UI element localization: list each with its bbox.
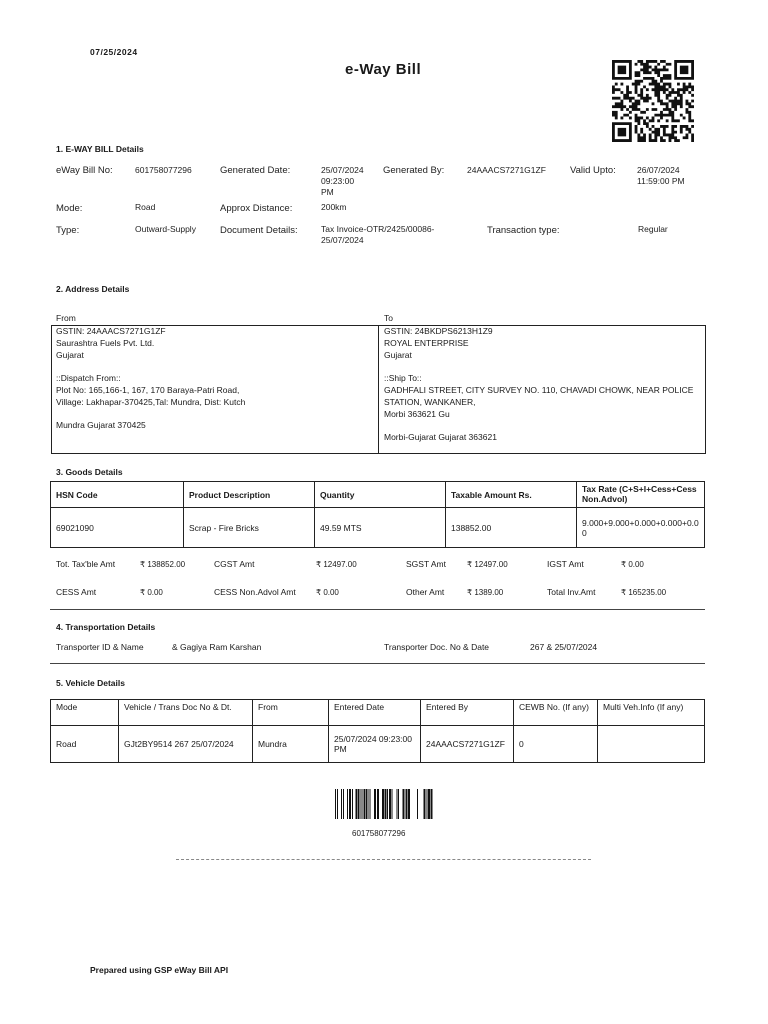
vehicle-table: [50, 699, 705, 763]
goods-hsn: 69021090: [51, 508, 184, 548]
gen-by-label: Generated By:: [383, 165, 445, 176]
goods-header-product: Product Description: [184, 482, 315, 508]
qr-code-icon: [612, 60, 694, 142]
goods-taxable: 138852.00: [446, 508, 577, 548]
vehicle-entered-by: 24AAACS7271G1ZF: [421, 726, 514, 763]
cess-value: ₹ 0.00: [140, 588, 163, 597]
divider: [50, 609, 705, 610]
vehicle-from: Mundra: [253, 726, 329, 763]
goods-table: [50, 481, 705, 548]
goods-taxrate: 9.000+9.000+0.000+0.000+0.00: [577, 508, 705, 548]
distance-value: 200km: [321, 202, 347, 212]
goods-header-taxrate: Tax Rate (C+S+I+Cess+Cess Non.Advol): [577, 482, 705, 508]
igst-label: IGST Amt: [547, 559, 584, 569]
to-address: GSTIN: 24BKDPS6213H1Z9 ROYAL ENTERPRISE Gujarat ::Ship To:: GADHFALI STREET, CITY SURVEY NO. 110, CHAVADI CHOWK, NEAR POLICE STATION, WANKANER, Morbi 363621 Gu Morbi-Gujarat Gujarat 363621: [384, 326, 694, 443]
section3-heading: 3. Goods Details: [56, 467, 123, 477]
section2-heading: 2. Address Details: [56, 284, 130, 294]
tot-taxable-label: Tot. Tax'ble Amt: [56, 559, 116, 569]
vehicle-entered-date: 25/07/2024 09:23:00 PM: [329, 726, 421, 763]
vehicle-mode: Road: [51, 726, 119, 763]
gen-date-value: 25/07/2024 09:23:00 PM: [321, 165, 364, 197]
total-inv-label: Total Inv.Amt: [547, 587, 596, 597]
valid-upto-value: 26/07/2024 11:59:00 PM: [637, 165, 685, 186]
goods-header-hsn: HSN Code: [51, 482, 184, 508]
cgst-value: ₹ 12497.00: [316, 560, 357, 569]
cess-label: CESS Amt: [56, 587, 97, 597]
vehicle-cewb: 0: [514, 726, 598, 763]
vehicle-number: GJt2BY9514 267 25/07/2024: [119, 726, 253, 763]
txn-type-value: Regular: [638, 224, 668, 234]
vehicle-header-from: From: [253, 700, 329, 726]
divider: [50, 663, 705, 664]
sgst-label: SGST Amt: [406, 559, 446, 569]
vehicle-header-entered-by: Entered By: [421, 700, 514, 726]
mode-label: Mode:: [56, 203, 83, 214]
other-amt-label: Other Amt: [406, 587, 445, 597]
cgst-label: CGST Amt: [214, 559, 255, 569]
type-value: Outward-Supply: [135, 224, 196, 234]
transporter-id-label: Transporter ID & Name: [56, 642, 144, 652]
from-label: From: [56, 313, 76, 323]
sgst-value: ₹ 12497.00: [467, 560, 508, 569]
table-row: [51, 508, 705, 548]
footer-text: Prepared using GSP eWay Bill API: [90, 965, 229, 975]
eway-no-value: 601758077296: [135, 165, 192, 175]
gen-date-label: Generated Date:: [220, 165, 291, 176]
eway-no-label: eWay Bill No:: [56, 165, 113, 176]
goods-header-quantity: Quantity: [315, 482, 446, 508]
vehicle-header-entered-date: Entered Date: [329, 700, 421, 726]
distance-label: Approx Distance:: [220, 203, 293, 214]
vehicle-header-vehicle: Vehicle / Trans Doc No & Dt.: [119, 700, 253, 726]
goods-header-taxable: Taxable Amount Rs.: [446, 482, 577, 508]
total-inv-value: ₹ 165235.00: [621, 588, 667, 597]
goods-product: Scrap - Fire Bricks: [184, 508, 315, 548]
tot-taxable-value: ₹ 138852.00: [140, 560, 186, 569]
cess-nonadvol-label: CESS Non.Advol Amt: [214, 587, 296, 597]
transporter-doc-value: 267 & 25/07/2024: [530, 642, 598, 652]
mode-value: Road: [135, 202, 156, 212]
other-amt-value: ₹ 1389.00: [467, 588, 504, 597]
page-title: e-Way Bill: [345, 61, 422, 78]
to-label: To: [384, 313, 393, 323]
txn-type-label: Transaction type:: [487, 225, 560, 236]
print-date: 07/25/2024: [90, 47, 138, 57]
from-address: GSTIN: 24AAACS7271G1ZF Saurashtra Fuels Pvt. Ltd. Gujarat ::Dispatch From:: Plot No: 165,166-1, 167, 170 Baraya-Patri Road, Village: Lakhapar-370425,Tal: Mundra, Dist: Kutch Mundra Gujarat 370425: [56, 326, 246, 431]
type-label: Type:: [56, 225, 80, 236]
valid-upto-label: Valid Upto:: [570, 165, 616, 176]
cess-nonadvol-value: ₹ 0.00: [316, 588, 339, 597]
goods-quantity: 49.59 MTS: [315, 508, 446, 548]
vehicle-header-mode: Mode: [51, 700, 119, 726]
igst-value: ₹ 0.00: [621, 560, 644, 569]
dashed-divider: [176, 859, 591, 860]
doc-details-value: Tax Invoice-OTR/2425/00086- 25/07/2024: [321, 224, 435, 245]
vehicle-header-multi: Multi Veh.Info (If any): [598, 700, 705, 726]
transporter-id-value: & Gagiya Ram Karshan: [172, 642, 262, 652]
doc-details-label: Document Details:: [220, 225, 298, 236]
barcode-number: 601758077296: [352, 829, 406, 838]
table-row: [51, 726, 705, 763]
section4-heading: 4. Transportation Details: [56, 622, 156, 632]
gen-by-value: 24AAACS7271G1ZF: [467, 165, 546, 175]
vehicle-multi-info: [598, 726, 705, 763]
vehicle-header-cewb: CEWB No. (If any): [514, 700, 598, 726]
transporter-doc-label: Transporter Doc. No & Date: [384, 642, 490, 652]
section5-heading: 5. Vehicle Details: [56, 678, 125, 688]
barcode-icon: [335, 789, 433, 819]
section1-heading: 1. E-WAY BILL Details: [56, 144, 144, 154]
